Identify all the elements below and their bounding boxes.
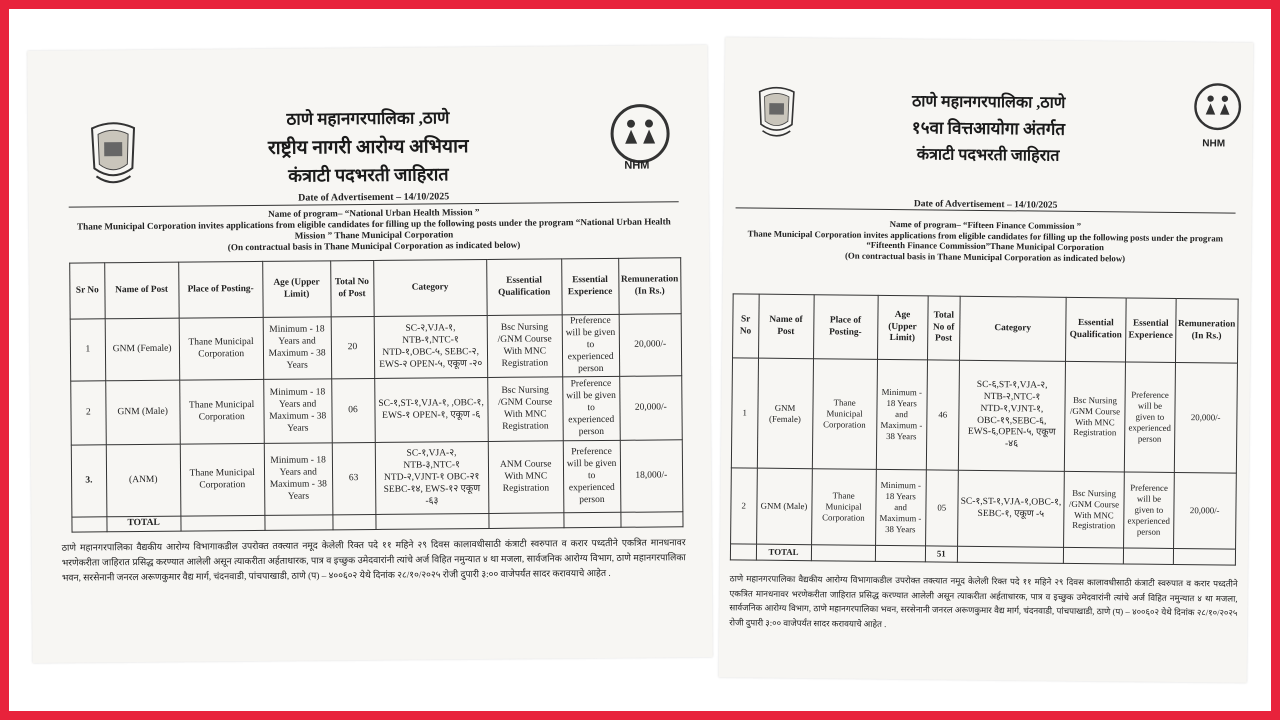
cell-qualification: Bsc Nursing /GNM Course With MNC Registration <box>1063 471 1124 548</box>
cell-qualification: ANM Course With MNC Registration <box>488 441 563 514</box>
cell-qualification: Bsc Nursing /GNM Course With MNC Registration <box>487 315 562 378</box>
program-name: Name of program– “Fifteen Finance Commission ” <box>889 218 1082 231</box>
header-line-3: कंत्राटी पदभरती जाहिरात <box>288 164 449 186</box>
cell-category: SC-१,ST-१,VJA-१, ,OBC-१, EWS-१ OPEN-१, एकूण -६ <box>374 378 488 443</box>
col-category: Category <box>373 259 487 316</box>
table-row <box>731 468 1237 549</box>
program-block <box>69 205 679 254</box>
cell-category: SC-६,ST-१,VJA-२, NTB-२,NTC-१ NTD-१,VJNT-१, OBC-१९,SEBC-६, EWS-६,OPEN-५, एकूण -४६ <box>958 360 1065 471</box>
cell-place: Thane Municipal Corporation <box>179 317 264 380</box>
cell-age: Minimum - 18 Years and Maximum - 38 Years <box>876 359 927 470</box>
header-line-2: १५वा वित्तआयोगा अंतर्गत <box>911 118 1066 139</box>
program-invitation: Thane Municipal Corporation invites applications from eligible candidates for filling up the following posts under the program “Fifteenth Finance Commission”Thane Municipal Corporation <box>747 228 1224 253</box>
header-line-3: कंत्राटी पदभरती जाहिरात <box>916 146 1060 165</box>
col-sr-no: Sr No <box>733 294 759 358</box>
header-line-1: ठाणे महानगरपालिका ,ठाणे <box>911 93 1066 112</box>
cell-sr: 3. <box>71 445 106 517</box>
col-total-posts: Total No of Post <box>330 260 373 316</box>
col-experience: Essential Experience <box>561 258 618 314</box>
table-row <box>71 376 683 445</box>
col-age: Age (Upper Limit) <box>262 261 330 318</box>
col-total-posts: Total No of Post <box>927 296 960 360</box>
col-qualification: Essential Qualification <box>487 259 562 316</box>
cell-experience: Preference will be given to experienced person <box>562 314 619 377</box>
program-basis: (On contractual basis in Thane Municipal Corporation as indicated below) <box>227 239 521 253</box>
cell-category: SC-१,ST-१,VJA-१,OBC-१, SEBC-१, एकूण -५ <box>958 470 1064 547</box>
table-header-row <box>70 258 681 319</box>
cell-age: Minimum - 18 Years and Maximum - 38 Years <box>263 379 331 444</box>
col-name-of-post: Name of Post <box>758 294 814 359</box>
cell-age: Minimum - 18 Years and Maximum - 38 Years <box>263 317 331 380</box>
cell-qualification: Bsc Nursing /GNM Course With MNC Registration <box>1064 361 1126 472</box>
date-of-advertisement: Date of Advertisement – 14/10/2025 <box>69 189 679 207</box>
cell-total: 63 <box>332 443 376 515</box>
table-header-row <box>733 294 1239 363</box>
cell-remuneration: 18,000/- <box>620 440 683 513</box>
cell-remuneration: 20,000/- <box>619 376 682 441</box>
cell-place: Thane Municipal Corporation <box>180 444 265 517</box>
col-age: Age (Upper Limit) <box>877 295 928 360</box>
program-invitation: Thane Municipal Corporation invites applications from eligible candidates for filling up the following posts under the program “National Urban Health Mission ” Thane Municipal Corporation <box>76 216 671 241</box>
cell-total: 20 <box>331 316 374 379</box>
footer-notice: ठाणे महानगरपालिका वैद्यकीय आरोग्य विभागाकडील उपरोक्त तक्त्यात नमूद केलेली रिक्त पदे ११ महिने २९ दिवस कालावधीसाठी कंत्राटी स्वरुपात व करार पध्दतीने एकत्रित मानधनावर भरणेकरीता जाहिरात प्रसिद्ध करण्यात आलेली असून त्याकरीता अर्हताधारक, पात्र व इच्छुक उमेदवारांनी त्यांचे अर्ज विहित नमुन्यात ४ था मजला, सार्वजनिक आरोग्य विभाग, ठाणे महानगरपालिका भवन, सरसेनानी जनरल अरूणकुमार वैद्य मार्ग, चंदनवाडी, पांचपाखाडी, ठाणे (प) – ४००६०२ येथे दिनांक २८/१०/२०२५ रोजी दुपारी ३:०० वाजेपर्यंत सादर करावयाचे आहेत . <box>729 573 1238 629</box>
posts-table <box>69 257 683 533</box>
document-header <box>724 87 1253 168</box>
cell-sr: 1 <box>70 319 105 382</box>
col-sr-no: Sr No <box>70 263 105 319</box>
cell-experience: Preference will be given to experienced person <box>1124 472 1174 549</box>
col-name-of-post: Name of Post <box>104 262 178 319</box>
nhm-logo-text: NHM <box>1202 138 1226 150</box>
total-value <box>333 515 376 530</box>
cell-remuneration: 20,000/- <box>619 314 682 377</box>
cell-post: GNM (Male) <box>756 468 812 545</box>
total-value: 51 <box>925 546 958 562</box>
cell-experience: Preference will be given to experienced person <box>563 441 621 513</box>
posts-table <box>730 293 1239 565</box>
cell-experience: Preference will be given to experienced person <box>562 377 619 441</box>
advertisement-fifteenth-finance <box>719 37 1254 682</box>
cell-total: 46 <box>926 360 960 470</box>
cell-qualification: Bsc Nursing /GNM Course With MNC Registration <box>488 377 563 442</box>
table-row <box>731 358 1237 473</box>
cell-place: Thane Municipal Corporation <box>179 380 264 445</box>
cell-post: GNM (Female) <box>105 318 179 381</box>
nhm-logo-text: NHM <box>624 159 650 172</box>
cell-remuneration: 20,000/- <box>1174 362 1238 473</box>
header-line-1: ठाणे महानगरपालिका ,ठाणे <box>286 108 450 129</box>
cell-sr: 2 <box>71 381 106 445</box>
cell-post: GNM (Female) <box>757 358 813 469</box>
cell-category: SC-१,VJA-२, NTB-३,NTC-१ NTD-२,VJNT-१ OBC-२१ SEBC-१४, EWS-१२ एकूण -६३ <box>375 442 489 515</box>
header-line-2: राष्ट्रीय नागरी आरोग्य अभियान <box>267 136 469 159</box>
cell-age: Minimum - 18 Years and Maximum - 38 Years <box>264 443 333 516</box>
cell-remuneration: 20,000/- <box>1173 472 1236 549</box>
cell-post: GNM (Male) <box>105 381 179 446</box>
document-header <box>28 103 709 190</box>
cell-sr: 2 <box>731 468 757 544</box>
cell-post: (ANM) <box>106 445 181 518</box>
col-place-of-posting: Place of Posting- <box>813 295 878 360</box>
cell-age: Minimum - 18 Years and Maximum - 38 Years <box>875 469 926 546</box>
col-experience: Essential Experience <box>1126 298 1176 363</box>
total-label: TOTAL <box>756 544 811 561</box>
cell-total: 05 <box>925 470 958 546</box>
col-remuneration: Remuneration (In Rs.) <box>1175 298 1238 363</box>
program-block <box>735 217 1235 264</box>
table-row <box>70 314 682 382</box>
program-name: Name of program– “National Urban Health Mission ” <box>268 207 480 219</box>
table-row <box>71 440 683 517</box>
col-category: Category <box>960 296 1066 361</box>
date-of-advertisement: Date of Advertisement – 14/10/2025 <box>736 197 1236 213</box>
cell-place: Thane Municipal Corporation <box>811 469 876 546</box>
cell-category: SC-२,VJA-१, NTB-१,NTC-१ NTD-१,OBC-५, SEBC-२, EWS-२ OPEN-५, एकूण -२० <box>374 315 488 378</box>
program-basis: (On contractual basis in Thane Municipal Corporation as indicated below) <box>844 250 1126 264</box>
cell-place: Thane Municipal Corporation <box>812 359 877 470</box>
col-qualification: Essential Qualification <box>1065 297 1126 362</box>
cell-sr: 1 <box>731 358 758 468</box>
col-remuneration: Remuneration (In Rs.) <box>618 258 681 315</box>
total-label: TOTAL <box>107 517 181 533</box>
cell-experience: Preference will be given to experienced person <box>1125 362 1176 473</box>
cell-total: 06 <box>331 379 374 443</box>
advertisement-nuhm <box>27 45 712 663</box>
col-place-of-posting: Place of Posting- <box>178 261 263 318</box>
footer-notice: ठाणे महानगरपालिका वैद्यकीय आरोग्य विभागाकडील उपरोक्त तक्त्यात नमूद केलेली रिक्त पदे ११ महिने २९ दिवस कालावधीसाठी कंत्राटी स्वरुपात व करार पध्दतीने एकत्रित मानधनावर भरणेकरीता जाहिरात प्रसिद्ध करण्यात आलेली असून त्याकरीता अर्हताधारक, पात्र व इच्छुक उमेदवारांनी त्यांचे अर्ज विहित नमुन्यात ४ था मजला, सार्वजनिक आरोग्य विभाग, ठाणे महानगरपालिका भवन, सरसेनानी जनरल अरूणकुमार वैद्य मार्ग, चंदनवाडी, पांचपाखाडी, ठाणे (प) – ४००६०२ येथे दिनांक २८/१०/२०२५ रोजी दुपारी ३:०० वाजेपर्यंत सादर करावयाचे आहेत . <box>61 537 686 584</box>
